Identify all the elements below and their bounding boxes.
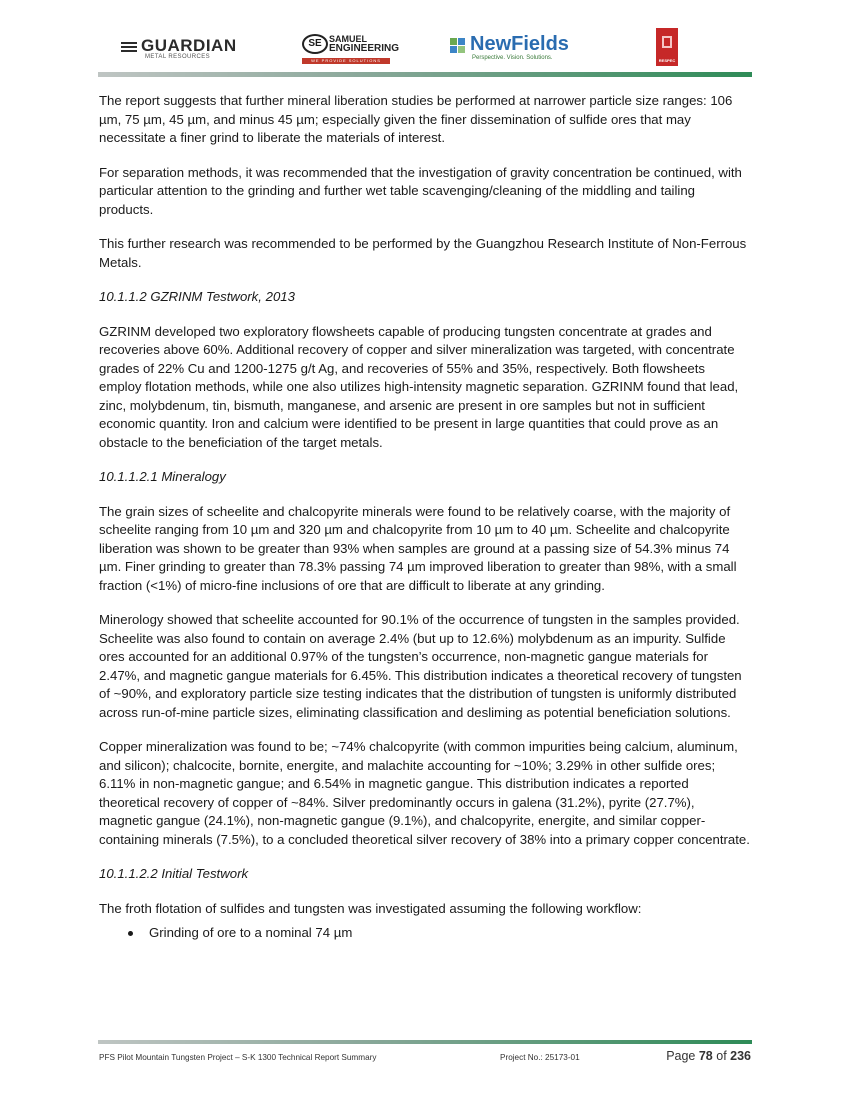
page-header: [0, 0, 849, 80]
footer-rule: [98, 1040, 752, 1044]
respec-logo: [656, 28, 678, 66]
paragraph-grain-sizes: The grain sizes of scheelite and chalcopyrite minerals were found to be relatively coarse, with the majority of scheelite ranging from 10 µm and 320 µm and chalcopyrite from 10 µm to 40 µm. Scheelite and chalcopyrite liberation was shown to be greater than 93% when samples are ground at a passing size of 54.3% minus 74 µm. Finer grinding to greater than 78.3% passing 74 µm improved liberation to greater than 98%, with a small fraction (<1%) of micro-fine inclusions of ore that are difficult to liberate at any grinding.: [99, 503, 737, 593]
paragraph-further-research: This further research was recommended to be performed by the Guangzhou Research Institute of Non-Ferrous Metals.: [99, 236, 747, 270]
workflow-list: [99, 924, 751, 943]
page-footer: [99, 1050, 751, 1070]
bullet-icon: [128, 931, 133, 936]
guardian-name: GUARDIAN: [141, 36, 237, 55]
newfields-tagline: Perspective. Vision. Solutions.: [472, 55, 553, 61]
footer-report-title: PFS Pilot Mountain Tungsten Project – S-K 1300 Technical Report Summary: [99, 1053, 377, 1062]
samuel-line1: SAMUEL: [329, 34, 367, 44]
paragraph-copper-silver: Copper mineralization was found to be; ~74% chalcopyrite (with common impurities being calcium, aluminum, and silicon); chalcocite, bornite, energite, and malachite accounting for ~10%; 3.29% in other sulfide ores; 6.11% in non-magnetic gangue; and 6.54% in magnetic gangue. This distribution indicates a reported theoretical recovery of copper of ~84%. Silver predominantly occurs in galena (31.2%), pyrite (27.7%), magnetic gangue (24.1%), non-magnetic gangue (9.1%), and chalcopyrite, energite, and similar copper-containing minerals (7.5%), to a concluded theoretical silver recovery of 38% into a primary copper concentrate.: [99, 739, 750, 847]
header-rule: [98, 72, 752, 77]
paragraph-liberation-studies: The report suggests that further mineral liberation studies be performed at narrower particle size ranges: 106 µm, 75 µm, 45 µm, and minus 45 µm; especially given the finer dissemination of sulfide ores that may necessitate a finer grind to liberate the materials of interest.: [99, 93, 733, 145]
guardian-sub: METAL RESOURCES: [145, 54, 211, 60]
section-heading-mineralogy: 10.1.1.2.1 Mineralogy: [99, 469, 226, 484]
page-current: 78: [698, 1049, 713, 1063]
list-item-text: Grinding of ore to a nominal 74 µm: [149, 925, 353, 940]
samuel-engineering-logo: [302, 34, 400, 64]
guardian-logo: [121, 36, 237, 60]
footer-project-number: Project No.: 25173-01: [500, 1053, 580, 1062]
paragraph-separation-methods: For separation methods, it was recommended that the investigation of gravity concentration be continued, with particular attention to the grinding and further wet table scavenging/cleaning of the middling and tailing products.: [99, 164, 742, 217]
paragraph-gzrinm-flowsheets: GZRINM developed two exploratory flowsheets capable of producing tungsten concentrate at grades and recoveries above 60%. Additional recovery of copper and silver mineralization was targeted, with concentrate grades of 22% Cu and 1200-1275 g/t Ag, and recoveries of 55% and 35%, respectively. Both flowsheets employ flotation methods, while one also utilizes high-intensity magnetic separation. GZRINM found that lead, zinc, molybdenum, tin, bismuth, manganese, and arsenic are present in ore samples but not in sufficient economic quantity. Iron and calcium were identified to be present in large quantities that could prove as an obstacle to the beneficiation of the target metals.: [99, 323, 739, 450]
guardian-lines-icon: [121, 40, 137, 54]
page-total: 236: [730, 1049, 751, 1063]
paragraph-tungsten-occurrence: Minerology showed that scheelite accounted for 90.1% of the occurrence of tungsten in the samples provided. Scheelite was also found to contain on average 2.4% (but up to 12.6%) molybdenum as an impurity. Sulfide ores accounted for an additional 0.97% of the tungsten’s occurrence, non-magnetic gangue materials for 2.47%, and magnetic gangue materials for 6.45%. This distribution indicates a theoretical recovery of tungsten of ~90%, and exploratory particle size testing indicates that the distribution of tungsten is uniformly distributed across run-of-mine particle sizes, eliminating classification and desliming as potential beneficiation solutions.: [99, 612, 742, 720]
section-heading-initial-testwork: 10.1.1.2.2 Initial Testwork: [99, 866, 249, 881]
samuel-line2: ENGINEERING: [329, 43, 400, 54]
samuel-mark: SE: [302, 34, 328, 54]
newfields-squares-icon: [450, 38, 466, 54]
respec-glyph-icon: [662, 36, 672, 48]
samuel-tagline: WE PROVIDE SOLUTIONS: [302, 58, 390, 64]
paragraph-froth-flotation: The froth flotation of sulfides and tungsten was investigated assuming the following workflow:: [99, 900, 642, 916]
page-prefix: Page: [666, 1049, 699, 1063]
newfields-name: NewFields: [470, 33, 569, 55]
respec-label: RESPEC: [658, 58, 676, 63]
section-heading-gzrinm: 10.1.1.2 GZRINM Testwork, 2013: [99, 289, 295, 304]
page-of: of: [712, 1049, 731, 1063]
footer-page-number: [666, 1049, 751, 1063]
page-body: [99, 92, 751, 943]
list-item: [99, 924, 751, 943]
